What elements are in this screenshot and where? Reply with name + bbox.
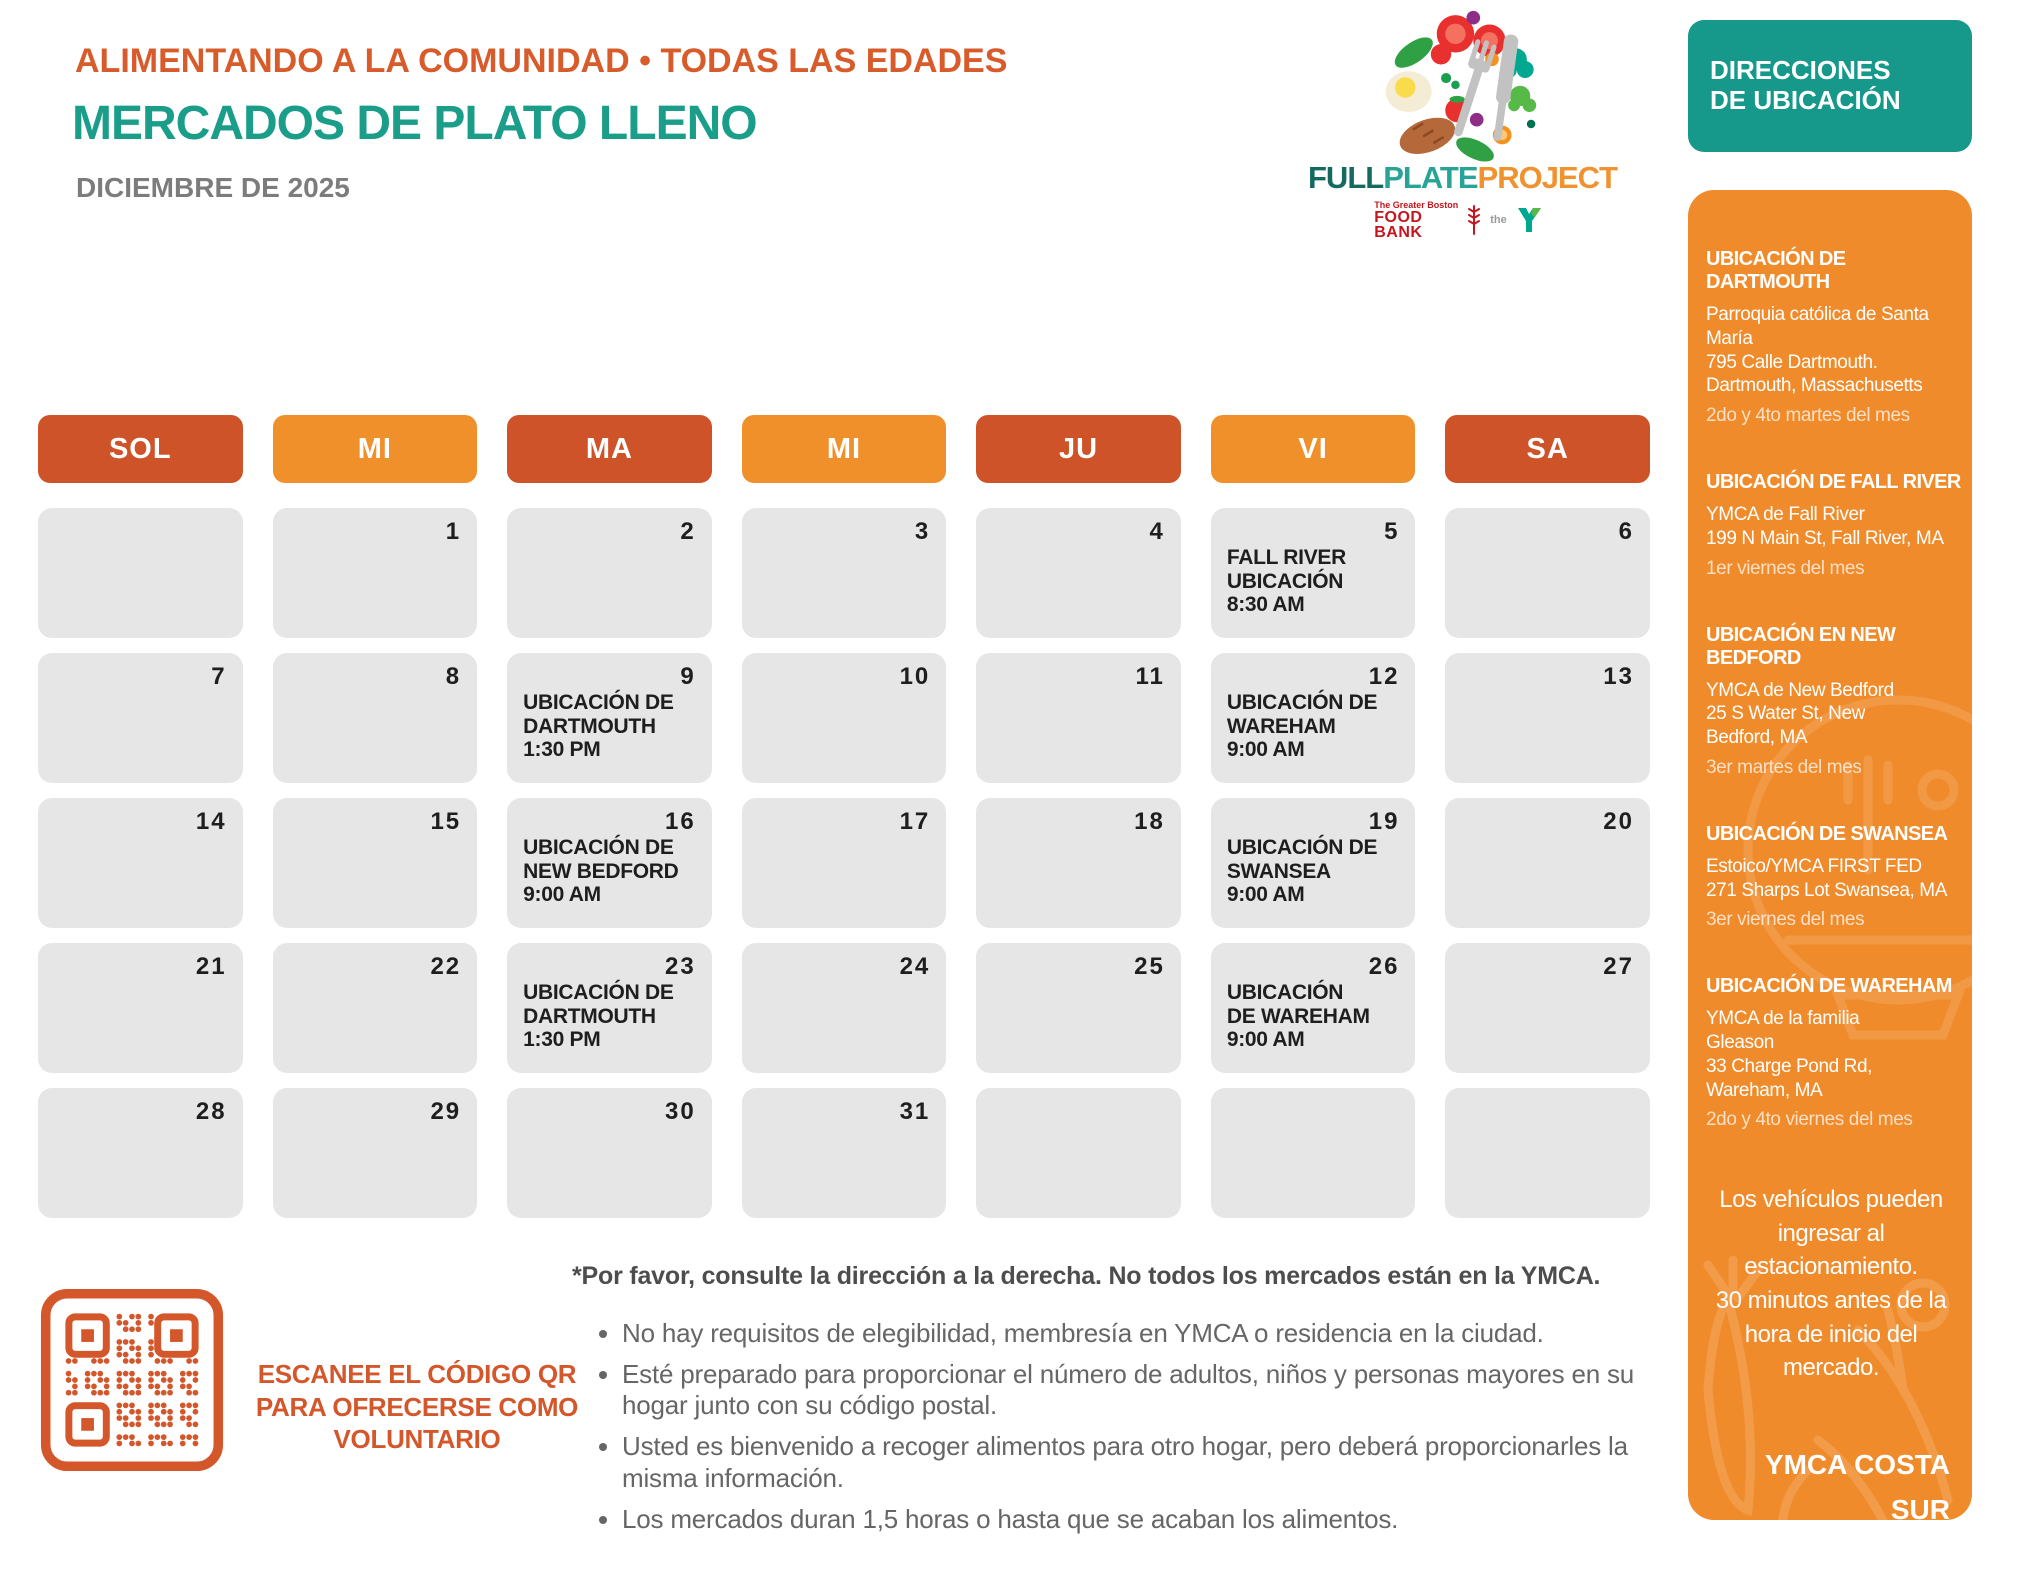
location-title: UBICACIÓN DE FALL RIVER: [1706, 471, 1961, 493]
location-2: [1706, 624, 1956, 779]
location-frequency: 1er viernes del mes: [1706, 557, 1865, 579]
day-number: 28: [195, 1098, 227, 1125]
calendar-day-headers: [38, 415, 1650, 483]
location-address-line: 199 N Main St, Fall River, MA: [1706, 527, 1944, 549]
calendar-cell-3: [742, 508, 947, 638]
calendar-grid: [38, 508, 1650, 1218]
calendar-cell-22: [273, 943, 478, 1073]
location-address-line: Estoico/YMCA FIRST FED: [1706, 855, 1922, 877]
market-event: UBICACIÓN DE NEW BEDFORD 9:00 AM: [523, 836, 679, 907]
location-address-line: Wareham, MA: [1706, 1079, 1823, 1101]
location-address-line: YMCA de Fall River: [1706, 504, 1865, 525]
food-bank-word-food: FOOD: [1374, 208, 1423, 226]
location-address-line: Parroquia católica de Santa: [1706, 304, 1929, 325]
day-number: 12: [1368, 663, 1400, 690]
day-number: 2: [680, 518, 696, 545]
ymca-y-icon: [1516, 206, 1542, 234]
day-number: 27: [1603, 953, 1634, 980]
day-number: 19: [1368, 808, 1400, 835]
calendar-cell-29: [273, 1088, 478, 1218]
locations-panel: [1688, 190, 1972, 1570]
calendar-cell-28: [38, 1088, 243, 1218]
location-3: [1706, 823, 1956, 932]
day-number: 13: [1603, 663, 1634, 690]
day-number: 11: [1135, 663, 1165, 690]
calendar-cell-23: [507, 943, 712, 1073]
calendar-cell-14: [38, 798, 243, 928]
day-header-mi-1: MI: [273, 415, 478, 483]
calendar-cell-5: [1211, 508, 1416, 638]
market-event: UBICACIÓN DE DARTMOUTH 1:30 PM: [523, 981, 674, 1052]
calendar-cell-empty: [1445, 1088, 1650, 1218]
day-number: 7: [211, 663, 227, 690]
day-number: 29: [430, 1098, 462, 1125]
location-frequency: 2do y 4to viernes del mes: [1706, 1109, 1913, 1131]
calendar-cell-31: [742, 1088, 947, 1218]
the-label: the: [1490, 214, 1507, 227]
calendar-cell-30: [507, 1088, 712, 1218]
logo-word-plate: PLATE: [1383, 160, 1478, 195]
footer-bullet: • Esté preparado para proporcionar el número de adultos, niños y personas mayores en su hogar junto con su código postal.: [622, 1359, 1667, 1422]
calendar-cell-13: [1445, 653, 1650, 783]
full-plate-project-logo: [1308, 8, 1617, 241]
day-number: 5: [1384, 518, 1400, 545]
location-address-line: María: [1706, 327, 1753, 349]
footer-note: *Por favor, consulte la dirección a la derecha. No todos los mercados están en la YMCA.: [572, 1262, 1601, 1290]
location-frequency: 3er viernes del mes: [1706, 909, 1865, 931]
day-number: 26: [1368, 953, 1400, 980]
page-title: MERCADOS DE PLATO LLENO: [72, 97, 757, 150]
calendar-cell-24: [742, 943, 947, 1073]
calendar-cell-20: [1445, 798, 1650, 928]
calendar-cell-empty: [38, 508, 243, 638]
location-0: [1706, 248, 1956, 427]
location-address-line: YMCA de New Bedford: [1706, 679, 1894, 701]
calendar-cell-18: [976, 798, 1181, 928]
day-number: 10: [899, 663, 931, 690]
day-number: 6: [1618, 518, 1634, 545]
location-address-line: Dartmouth, Massachusetts: [1706, 375, 1923, 397]
food-bank-word-bank: BANK: [1374, 223, 1423, 241]
location-list: [1706, 248, 1961, 1131]
location-address-line: YMCA de la familia: [1706, 1008, 1860, 1030]
footer-bullet: • No hay requisitos de elegibilidad, membresía en YMCA o residencia en la ciudad.: [622, 1318, 1667, 1350]
location-4: [1706, 975, 1956, 1131]
food-bank-logo: [1374, 201, 1458, 240]
org-block: [1706, 1443, 1956, 1577]
day-header-vi-5: VI: [1211, 415, 1416, 483]
day-header-sa-6: SA: [1445, 415, 1650, 483]
day-number: 15: [430, 808, 462, 835]
market-event: FALL RIVER UBICACIÓN 8:30 AM: [1226, 546, 1346, 617]
day-number: 9: [680, 663, 696, 690]
calendar-cell-16: [507, 798, 712, 928]
calendar-cell-2: [507, 508, 712, 638]
directions-header-box: DIRECCIONES DE UBICACIÓN: [1688, 20, 1972, 152]
calendar-cell-9: [507, 653, 712, 783]
day-number: 3: [914, 518, 931, 545]
day-number: 16: [665, 808, 696, 835]
volunteer-qr-code[interactable]: [40, 1288, 224, 1472]
day-number: 25: [1134, 953, 1165, 980]
day-header-ma-2: MA: [507, 415, 712, 483]
calendar-cell-empty: [976, 1088, 1181, 1218]
calendar-cell-25: [976, 943, 1181, 1073]
day-number: 20: [1603, 808, 1634, 835]
footer-bullet: • Usted es bienvenido a recoger alimentos para otro hogar, pero deberá proporcionarles la misma información.: [622, 1431, 1667, 1494]
footer-bullets: [592, 1318, 1667, 1544]
location-frequency: 2do y 4to martes del mes: [1706, 405, 1910, 426]
day-number: 17: [899, 808, 931, 835]
day-header-mi-3: MI: [742, 415, 947, 483]
logo-word-full: FULL: [1308, 160, 1384, 195]
location-title: UBICACIÓN DE SWANSEA: [1706, 822, 1948, 845]
calendar-cell-6: [1445, 508, 1650, 638]
calendar-cell-8: [273, 653, 478, 783]
location-address-line: 33 Charge Pond Rd,: [1706, 1055, 1873, 1077]
day-number: 4: [1149, 518, 1165, 545]
vehicle-note: Los vehículos pueden ingresar al estacionamiento. 30 minutos antes de la hora de inicio del mercado.: [1715, 1186, 1947, 1382]
food-plate-icon: [1373, 8, 1543, 160]
org-name: YMCA COSTA SUR: [1764, 1448, 1950, 1525]
calendar-cell-1: [273, 508, 478, 638]
calendar-cell-17: [742, 798, 947, 928]
location-title: UBICACIÓN DE WAREHAM: [1706, 975, 1952, 998]
day-header-sol-0: SOL: [38, 415, 243, 483]
org-website-link[interactable]: YMCASC.ORG: [1757, 1538, 1950, 1570]
location-address-line: Bedford, MA: [1706, 727, 1808, 748]
day-number: 1: [445, 518, 462, 545]
partner-logos: [1308, 201, 1608, 240]
calendar-cell-26: [1211, 943, 1416, 1073]
day-number: 23: [665, 953, 696, 980]
day-number: 8: [445, 663, 462, 690]
location-title: UBICACIÓN EN NEW BEDFORD: [1706, 623, 1896, 669]
day-number: 18: [1134, 808, 1165, 835]
community-tagline: ALIMENTANDO A LA COMUNIDAD • TODAS LAS EDADES: [75, 42, 1008, 80]
location-1: [1706, 471, 1961, 580]
market-event: UBICACIÓN DE WAREHAM 9:00 AM: [1226, 691, 1378, 762]
december-calendar: [38, 415, 1650, 1218]
day-number: 21: [195, 953, 227, 980]
market-event: UBICACIÓN DE SWANSEA 9:00 AM: [1226, 836, 1378, 907]
day-header-ju-4: JU: [976, 415, 1181, 483]
calendar-cell-empty: [1211, 1088, 1416, 1218]
day-number: 24: [899, 953, 931, 980]
calendar-cell-27: [1445, 943, 1650, 1073]
location-frequency: 3er martes del mes: [1706, 756, 1862, 778]
market-event: UBICACIÓN DE DARTMOUTH 1:30 PM: [523, 691, 674, 762]
calendar-cell-10: [742, 653, 947, 783]
qr-caption: ESCANEE EL CÓDIGO QR PARA OFRECERSE COMO VOLUNTARIO: [255, 1359, 579, 1454]
wheat-icon: [1467, 204, 1481, 236]
calendar-cell-7: [38, 653, 243, 783]
logo-wordmark: [1308, 160, 1617, 195]
calendar-cell-4: [976, 508, 1181, 638]
calendar-cell-11: [976, 653, 1181, 783]
location-address-line: 25 S Water St, New: [1706, 703, 1865, 725]
calendar-cell-12: [1211, 653, 1416, 783]
month-subtitle: DICIEMBRE DE 2025: [76, 172, 350, 203]
food-bank-tagline: The Greater Boston: [1374, 200, 1459, 210]
calendar-cell-21: [38, 943, 243, 1073]
day-number: 31: [899, 1098, 931, 1125]
location-title: UBICACIÓN DE DARTMOUTH: [1706, 248, 1846, 293]
day-number: 14: [195, 808, 227, 835]
logo-word-project: PROJECT: [1477, 160, 1617, 195]
location-address-line: 271 Sharps Lot Swansea, MA: [1706, 879, 1947, 901]
day-number: 22: [430, 953, 462, 980]
day-number: 30: [665, 1098, 696, 1125]
calendar-cell-15: [273, 798, 478, 928]
location-address-line: Gleason: [1706, 1032, 1774, 1053]
location-address-line: 795 Calle Dartmouth.: [1706, 351, 1878, 373]
market-event: UBICACIÓN DE WAREHAM 9:00 AM: [1226, 981, 1370, 1052]
footer-bullet: • Los mercados duran 1,5 horas o hasta que se acaban los alimentos.: [622, 1504, 1667, 1536]
calendar-cell-19: [1211, 798, 1416, 928]
